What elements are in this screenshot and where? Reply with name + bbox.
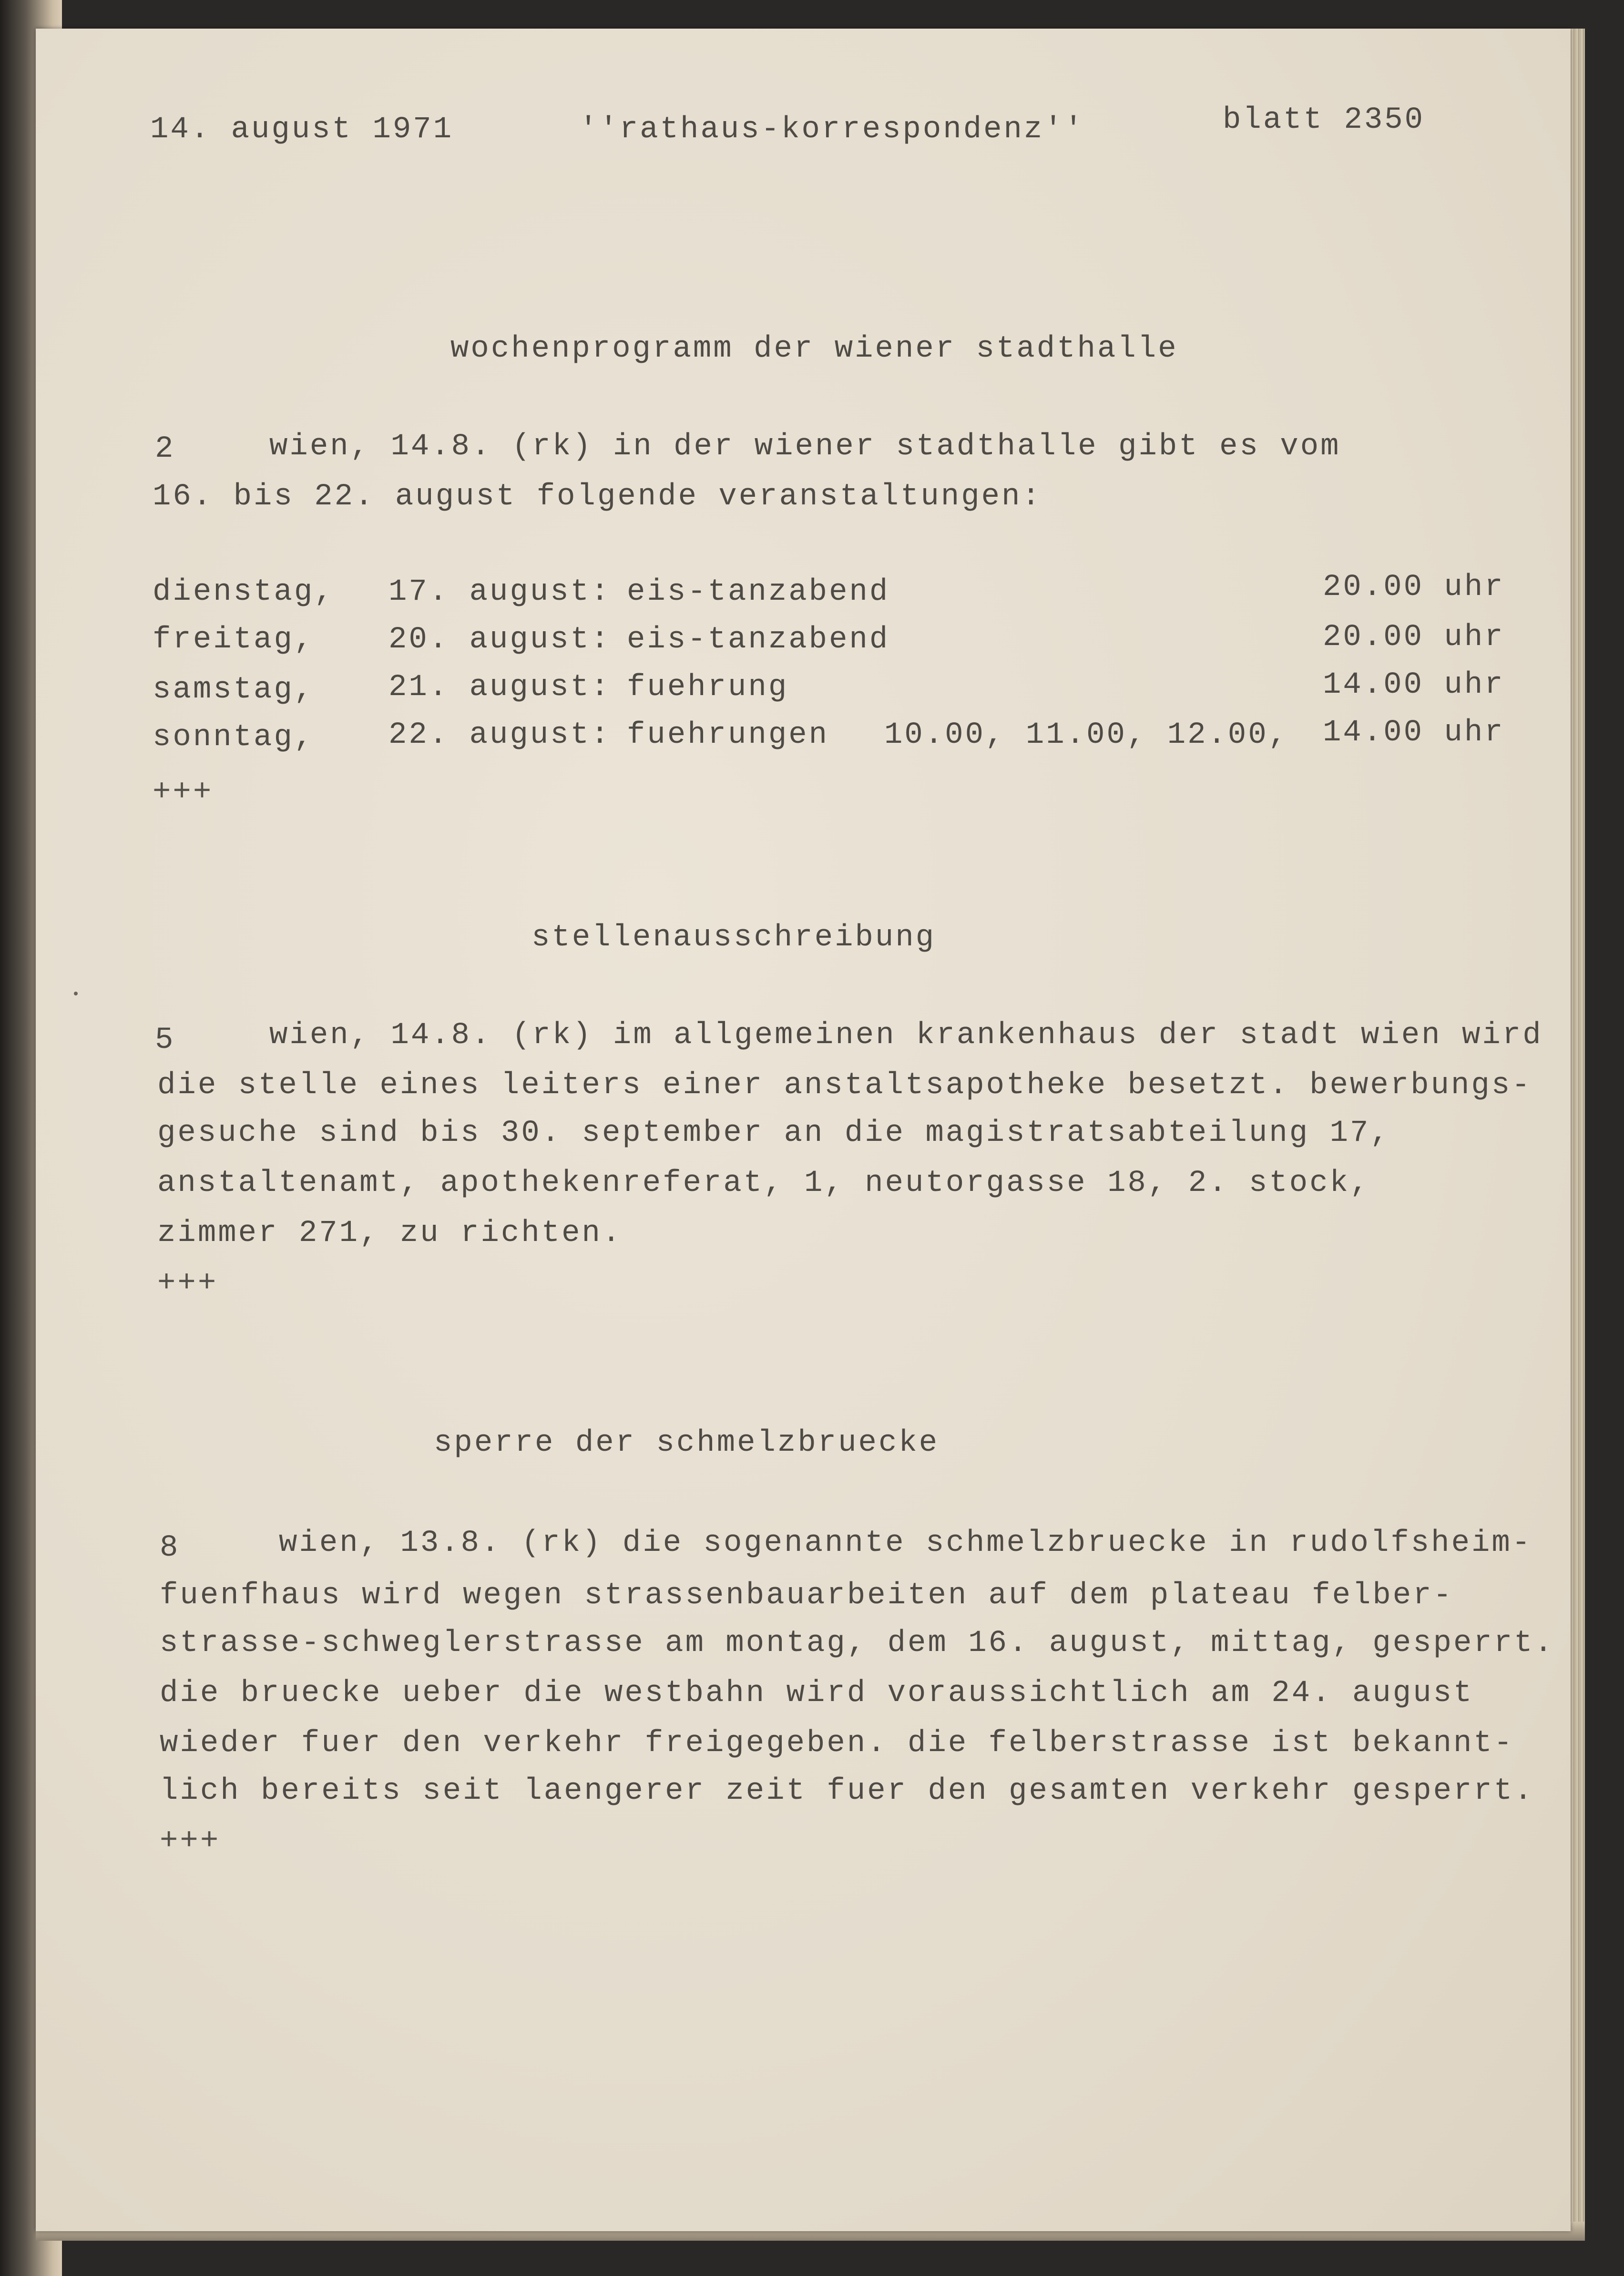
body-line: wien, 14.8. (rk) im allgemeinen krankenhaus der stadt wien wird [269, 1018, 1543, 1053]
body-line: strasse-schweglerstrasse am montag, dem 16. august, mittag, gesperrt. [160, 1626, 1555, 1661]
body-line: wien, 14.8. (rk) in der wiener stadthalle gibt es vom [269, 430, 1341, 464]
schedule-day: dienstag, [153, 575, 335, 609]
section-title: stellenausschreibung [531, 921, 936, 955]
schedule-day: samstag, [153, 673, 315, 707]
header-publication: ''rathaus-korrespondenz'' [579, 113, 1085, 147]
schedule-date: 22. august: [388, 718, 611, 752]
schedule-date: 21. august: [388, 670, 611, 705]
schedule-event: fuehrung [627, 670, 789, 705]
schedule-times-list: 10.00, 11.00, 12.00, [884, 718, 1289, 752]
schedule-event: eis-tanzabend [627, 575, 890, 609]
body-line: anstaltenamt, apothekenreferat, 1, neutorgasse 18, 2. stock, [157, 1166, 1370, 1200]
body-line: die bruecke ueber die westbahn wird voraussichtlich am 24. august [160, 1676, 1474, 1711]
section-title: wochenprogramm der wiener stadthalle [450, 332, 1178, 366]
body-line: wieder fuer den verkehr freigegeben. die felberstrasse ist bekannt- [160, 1726, 1514, 1761]
body-line: lich bereits seit laengerer zeit fuer den gesamten verkehr gesperrt. [160, 1774, 1534, 1808]
schedule-time: 14.00 uhr [1323, 668, 1505, 702]
end-mark: +++ [160, 1824, 221, 1858]
schedule-day: freitag, [153, 623, 315, 657]
body-line: gesuche sind bis 30. september an die magistratsabteilung 17, [157, 1116, 1390, 1150]
schedule-time: 14.00 uhr [1323, 716, 1505, 750]
item-number: 2 [155, 432, 175, 466]
body-line: fuenfhaus wird wegen strassenbauarbeiten auf dem plateau felber- [160, 1579, 1453, 1613]
schedule-day: sonntag, [153, 720, 315, 755]
schedule-time: 20.00 uhr [1323, 620, 1505, 655]
item-number: 5 [155, 1023, 175, 1057]
body-line: zimmer 271, zu richten. [157, 1216, 623, 1251]
schedule-event: eis-tanzabend [627, 623, 890, 657]
schedule-event: fuehrungen [627, 718, 829, 752]
typewritten-page [36, 29, 1571, 2231]
end-mark: +++ [157, 1266, 218, 1301]
schedule-time: 20.00 uhr [1323, 570, 1505, 605]
paper-speck [74, 992, 78, 995]
schedule-date: 20. august: [388, 623, 611, 657]
schedule-date: 17. august: [388, 575, 611, 609]
body-line: die stelle eines leiters einer anstaltsapotheke besetzt. bewerbungs- [157, 1068, 1532, 1103]
header-sheet-number: blatt 2350 [1223, 103, 1425, 137]
item-number: 8 [160, 1531, 180, 1565]
body-line: 16. bis 22. august folgende veranstaltungen: [153, 480, 1042, 514]
body-line: wien, 13.8. (rk) die sogenannte schmelzbruecke in rudolfsheim- [279, 1526, 1532, 1560]
end-mark: +++ [153, 775, 214, 810]
header-date: 14. august 1971 [150, 113, 454, 147]
section-title: sperre der schmelzbruecke [434, 1426, 940, 1460]
